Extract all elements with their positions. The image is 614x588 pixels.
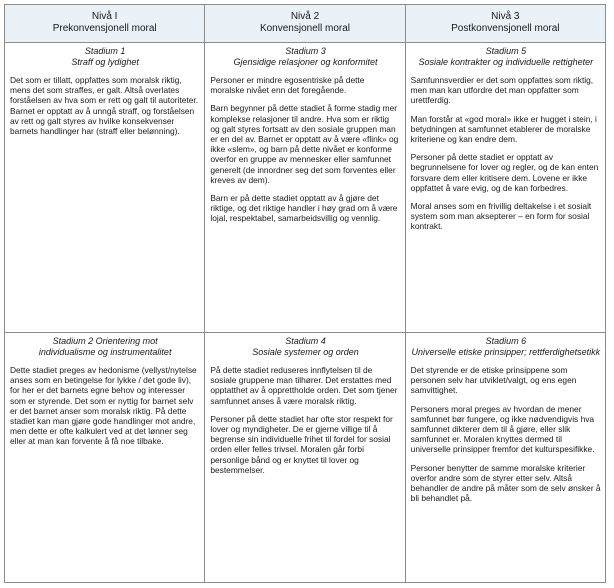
- header-level-name: Postkonvensjonell moral: [451, 23, 560, 34]
- stage-paragraph: Personer på dette stadiet har ofte stor respekt for lover og myndigheter. De er gjerne villige til å begrense sin individuelle frihet til fordel for sosial orden eller felles trivsel. Moralen går forbi personlige bånd og er knyttet til lover og bestemmelser.: [210, 413, 393, 475]
- stage-title: [210, 46, 400, 67]
- stage-paragraph: Man forstår at «god moral» ikke er hugget i stein, i betydningen at samfunnet etablerer de moralske kriteriene og kan endre dem.: [410, 113, 597, 145]
- stage-label: Stadium 5: [485, 46, 527, 56]
- stage-label: Stadium 6: [485, 336, 527, 346]
- header-level-3: [405, 5, 605, 43]
- stage-title: [411, 46, 601, 67]
- stage-paragraph: Personer benytter de samme moralske kriterier overfor andre som de styrer etter selv. Altså behandler de andre på måter som de selv ønsker å bli behandlet på.: [410, 462, 601, 504]
- stage-1-cell: [5, 43, 205, 333]
- stage-label: Stadium 4: [285, 336, 326, 346]
- stage-paragraph: Det som er tillatt, oppfattes som moralsk riktig, mens det som straffes, er galt. Altså overlates forståelsen av hva som er rett og galt til autoriteter. Barnet er opptatt av å unngå straff, og forståelsen av rett og galt styres av hvilke konsekvenser barnets handlinger har (straff eller belønning).: [10, 75, 199, 137]
- stage-4-cell: [205, 333, 405, 583]
- stage-subtitle: Gjensidige relasjoner og konformitet: [233, 56, 378, 67]
- stage-paragraph: Samfunnsverdier er det som oppfattes som riktig, men man kan utfordre det man oppfatter som urettferdig.: [410, 75, 594, 106]
- stage-subtitle: Straff og lydighet: [71, 56, 139, 67]
- stage-6-cell: [405, 333, 605, 583]
- stage-5-cell: [405, 43, 605, 333]
- stage-paragraph: Personers moral preges av hvordan de mener samfunnet bør fungere, og ikke nødvendigvis hva samfunnet dikterer dem til å gjøre, eller slik samfunnet er. Moralen knyttes dermed til universelle prinsipper fremfor det kulturspesifikke.: [410, 403, 595, 455]
- stage-paragraph: Personer er mindre egosentriske på dette moralske nivået enn det foregående.: [210, 75, 365, 96]
- stage-title: [10, 46, 200, 67]
- header-level-name: Prekonvensjonell moral: [52, 23, 157, 34]
- header-level-name: Konvensjonell moral: [259, 23, 351, 34]
- stage-subtitle: Sosiale systemer og orden: [252, 346, 359, 357]
- stage-paragraph: Dette stadiet preges av hedonisme (vellyst/nytelse anses som en betingelse for lykke / det gode liv), for her er det barnets egne behov og interesser som er styrende. Det som er nyttig for barnet selv er det barnet anser som moralsk riktig. På dette stadiet kan man gjøre gode handlinger mot andre, men dette er ofte kalkulert ved at det lønner seg eller at man kan forvente å få noe tilbake.: [10, 365, 197, 447]
- stage-title: [411, 336, 601, 357]
- stage-2-cell: [5, 333, 205, 583]
- header-row: [5, 5, 606, 43]
- table-row: [5, 43, 606, 333]
- header-level-label: Nivå I: [91, 10, 118, 22]
- stage-paragraph: Personer på dette stadiet er opptatt av begrunnelsene for lover og regler, og de kan enten forsvare dem eller kritisere dem. Lovene er ikke oppfattet å vare evig, og de kan forbedres.: [410, 152, 599, 193]
- stage-paragraph: Det styrende er de etiske prinsippene som personen selv har utviklet/valgt, og ens egen samvittighet.: [410, 365, 577, 396]
- header-level-2: [205, 5, 405, 43]
- stage-title: [10, 336, 200, 357]
- moral-stages-table-container: [4, 4, 606, 582]
- stage-3-cell: [205, 43, 405, 333]
- stage-paragraph: På dette stadiet reduseres innflytelsen til de sosiale gruppene man tilhører. Det erstattes med opptatthet av å opprettholde orden. Det som tjener samfunnet anses å være moralsk riktig.: [210, 365, 398, 406]
- moral-stages-table: [4, 4, 606, 583]
- table-row: [5, 333, 606, 583]
- stage-title: [210, 336, 400, 357]
- stage-label: Stadium 1: [84, 46, 126, 56]
- stage-paragraph: Moral anses som en frivillig deltakelse i et sosialt system som man aksepterer – en form for sosial kontrakt.: [410, 201, 592, 232]
- header-level-label: Nivå 3: [491, 10, 520, 22]
- stage-subtitle: Universelle etiske prinsipper; rettferdighetsetikk: [411, 346, 601, 357]
- stage-paragraph: Barn er på dette stadiet opptatt av å gjøre det riktige, og det riktige handler i høy grad om å være lojal, respektabel, samarbeidsvillig og vennlig.: [210, 193, 398, 224]
- header-level-1: [5, 5, 205, 43]
- stage-subtitle: individualisme og instrumentalitet: [38, 346, 172, 357]
- stage-subtitle: Sosiale kontrakter og individuelle rettigheter: [418, 56, 594, 67]
- header-level-label: Nivå 2: [290, 10, 320, 22]
- stage-label: Stadium 3: [285, 46, 326, 56]
- stage-label: Stadium 2 Orientering mot: [52, 336, 158, 346]
- stage-paragraph: Barn begynner på dette stadiet å forme stadig mer komplekse relasjoner til andre. Hva som er riktig og galt styres fortsatt av den sosiale gruppen man er en del av. Barnet er opptatt av å være «flink» og ikke «slem», og barn på dette nivået er konforme overfor en gruppe av mennesker eller samfunnet generelt (de innordner seg det som forventes eller kreves av dem).: [210, 103, 399, 185]
